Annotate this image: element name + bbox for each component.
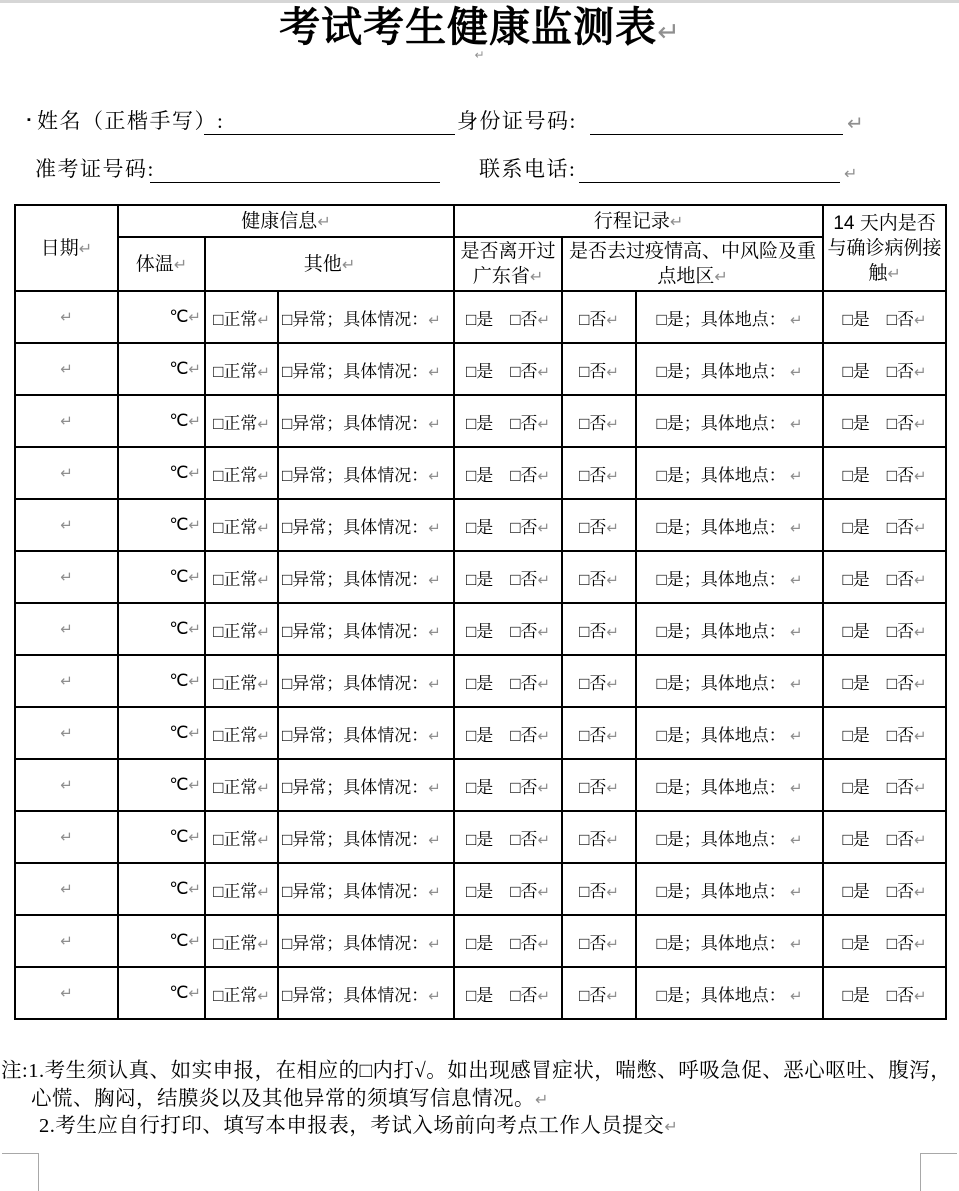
paragraph-mark-icon: ↵ [428, 518, 441, 537]
contact-14d-cell[interactable]: □是 □否↵ [823, 915, 946, 967]
risk-area-yes-cell[interactable]: □是；具体地点： ↵ [636, 447, 823, 499]
temperature-cell[interactable]: ℃↵ [118, 291, 205, 343]
table-row [15, 655, 946, 707]
paragraph-mark-icon: ↵ [914, 830, 927, 849]
header-other: 其他↵ [205, 237, 454, 291]
normal-checkbox-cell[interactable]: □正常↵ [205, 499, 278, 551]
paragraph-mark-icon: ↵ [188, 672, 201, 690]
paragraph-mark-icon: ↵ [188, 568, 201, 586]
paragraph-mark-icon: ↵ [714, 267, 728, 286]
paragraph-mark-icon: ↵ [537, 362, 551, 381]
header-left-guangdong: 是否离开过广东省↵ [454, 237, 562, 291]
paragraph-mark-icon: ↵ [669, 211, 684, 231]
abnormal-checkbox-cell[interactable]: □异常；具体情况：↵ [278, 915, 454, 967]
paragraph-mark-icon: ↵ [188, 880, 201, 898]
paragraph-mark-icon: ↵ [606, 830, 619, 849]
normal-checkbox-cell[interactable]: □正常↵ [205, 915, 278, 967]
abnormal-checkbox-cell[interactable]: □异常；具体情况：↵ [278, 343, 454, 395]
paragraph-mark-icon: ↵ [914, 362, 927, 381]
contact-14d-cell[interactable]: □是 □否↵ [823, 655, 946, 707]
paragraph-mark-icon: ↵ [914, 934, 927, 953]
paragraph-mark-icon: ↵ [188, 516, 201, 534]
paragraph-mark-icon: ↵ [60, 932, 73, 950]
paragraph-mark-icon: ↵ [914, 622, 927, 641]
form-line-ticket-phone [0, 154, 959, 186]
table-row [15, 343, 946, 395]
table-row [15, 447, 946, 499]
paragraph-mark-icon: ↵ [790, 362, 803, 381]
page-corner-mark-bottom-right [920, 1153, 957, 1191]
paragraph-mark-icon: ↵ [606, 622, 619, 641]
left-guangdong-cell[interactable]: □是 □否↵ [454, 655, 562, 707]
abnormal-checkbox-cell[interactable]: □异常；具体情况：↵ [278, 811, 454, 863]
paragraph-mark-icon: ↵ [790, 518, 803, 537]
form-line-name-id [0, 106, 959, 138]
paragraph-mark-icon: ↵ [257, 726, 270, 745]
paragraph-mark-icon: ↵ [790, 882, 803, 901]
left-guangdong-cell[interactable]: □是 □否↵ [454, 343, 562, 395]
date-cell[interactable] [15, 915, 118, 967]
paragraph-mark-icon: ↵ [341, 254, 356, 274]
note-2: 2.考生应自行打印、填写本申报表，考试入场前向考点工作人员提交↵ [39, 1115, 679, 1137]
contact-14d-cell[interactable]: □是 □否↵ [823, 863, 946, 915]
table-body [15, 291, 946, 1019]
normal-checkbox-cell[interactable]: □正常↵ [205, 655, 278, 707]
contact-14d-cell[interactable]: □是 □否↵ [823, 551, 946, 603]
paragraph-mark-icon: ↵ [790, 830, 803, 849]
risk-area-no-cell[interactable]: □否↵ [562, 395, 636, 447]
date-cell[interactable] [15, 343, 118, 395]
paragraph-mark-icon: ↵ [537, 934, 551, 953]
paragraph-mark-icon: ↵ [790, 570, 803, 589]
paragraph-mark-icon: ↵ [60, 308, 73, 326]
paragraph-mark-icon: ↵ [257, 414, 270, 433]
id-number-label: 身份证号码: [457, 109, 577, 133]
paragraph-mark-icon: ↵ [790, 726, 803, 745]
temperature-cell[interactable]: ℃↵ [118, 395, 205, 447]
temperature-cell[interactable]: ℃↵ [118, 863, 205, 915]
temperature-cell[interactable]: ℃↵ [118, 343, 205, 395]
table-row [15, 499, 946, 551]
paragraph-mark-icon: ↵ [188, 620, 201, 638]
paragraph-mark-icon: ↵ [60, 620, 73, 638]
paragraph-mark-icon: ↵ [914, 726, 927, 745]
left-guangdong-cell[interactable]: □是 □否↵ [454, 603, 562, 655]
left-guangdong-cell[interactable]: □是 □否↵ [454, 291, 562, 343]
paragraph-mark-icon: ↵ [790, 466, 803, 485]
paragraph-mark-icon: ↵ [60, 880, 73, 898]
empty-paragraph [0, 48, 959, 62]
paragraph-mark-icon: ↵ [914, 986, 927, 1005]
paragraph-mark-icon: ↵ [887, 263, 901, 283]
temperature-cell[interactable]: ℃↵ [118, 499, 205, 551]
paragraph-mark-icon: ↵ [606, 778, 619, 797]
date-cell[interactable] [15, 551, 118, 603]
paragraph-mark-icon: ↵ [790, 622, 803, 641]
name-label: 姓名（正楷手写）: [37, 109, 225, 133]
paragraph-mark-icon: ↵ [790, 674, 803, 693]
abnormal-checkbox-cell[interactable]: □异常；具体情况：↵ [278, 863, 454, 915]
paragraph-mark-icon: ↵ [914, 414, 927, 433]
paragraph-mark-icon: ↵ [537, 310, 551, 329]
risk-area-yes-cell[interactable]: □是；具体地点： ↵ [636, 551, 823, 603]
abnormal-checkbox-cell[interactable]: □异常；具体情况：↵ [278, 447, 454, 499]
abnormal-checkbox-cell[interactable]: □异常；具体情况：↵ [278, 759, 454, 811]
temperature-cell[interactable]: ℃↵ [118, 655, 205, 707]
paragraph-mark-icon: ↵ [257, 934, 270, 953]
paragraph-mark-icon: ↵ [188, 724, 201, 742]
paragraph-mark-icon: ↵ [537, 726, 551, 745]
paragraph-mark-icon: ↵ [428, 362, 441, 381]
abnormal-checkbox-cell[interactable]: □异常；具体情况：↵ [278, 707, 454, 759]
header-temperature: 体温↵ [118, 237, 205, 291]
paragraph-mark-icon: ↵ [606, 726, 619, 745]
paragraph-mark-icon: ↵ [537, 518, 551, 537]
contact-14d-cell[interactable]: □是 □否↵ [823, 967, 946, 1019]
paragraph-mark-icon: ↵ [537, 414, 551, 433]
contact-14d-cell[interactable]: □是 □否↵ [823, 707, 946, 759]
paragraph-mark-icon: ↵ [60, 516, 73, 534]
paragraph-mark-icon: ↵ [257, 622, 270, 641]
risk-area-no-cell[interactable]: □否↵ [562, 707, 636, 759]
contact-14d-cell[interactable]: □是 □否↵ [823, 811, 946, 863]
paragraph-mark-icon: ↵ [428, 622, 441, 641]
table-row [15, 395, 946, 447]
left-guangdong-cell[interactable]: □是 □否↵ [454, 811, 562, 863]
risk-area-yes-cell[interactable]: □是；具体地点： ↵ [636, 655, 823, 707]
abnormal-checkbox-cell[interactable]: □异常；具体情况：↵ [278, 499, 454, 551]
left-guangdong-cell[interactable]: □是 □否↵ [454, 915, 562, 967]
paragraph-mark-icon: ↵ [537, 674, 551, 693]
table-row [15, 551, 946, 603]
temperature-cell[interactable]: ℃↵ [118, 811, 205, 863]
risk-area-yes-cell[interactable]: □是；具体地点： ↵ [636, 395, 823, 447]
left-guangdong-cell[interactable]: □是 □否↵ [454, 967, 562, 1019]
abnormal-checkbox-cell[interactable]: □异常；具体情况：↵ [278, 395, 454, 447]
paragraph-mark-icon: ↵ [60, 984, 73, 1002]
paragraph-mark-icon: ↵ [537, 622, 551, 641]
abnormal-checkbox-cell[interactable]: □异常；具体情况：↵ [278, 603, 454, 655]
risk-area-yes-cell[interactable]: □是；具体地点： ↵ [636, 811, 823, 863]
paragraph-mark-icon: ↵ [257, 570, 270, 589]
paragraph-mark-icon: ↵ [790, 986, 803, 1005]
risk-area-yes-cell[interactable]: □是；具体地点： ↵ [636, 707, 823, 759]
paragraph-mark-icon: ↵ [60, 828, 73, 846]
table-row [15, 967, 946, 1019]
table-row [15, 863, 946, 915]
paragraph-mark-icon: ↵ [606, 570, 619, 589]
paragraph-mark-icon: ↵ [606, 518, 619, 537]
date-cell[interactable] [15, 447, 118, 499]
notes-section [1, 1058, 957, 1141]
temperature-cell[interactable]: ℃↵ [118, 447, 205, 499]
paragraph-mark-icon: ↵ [790, 778, 803, 797]
risk-area-no-cell[interactable]: □否↵ [562, 863, 636, 915]
header-date: 日期↵ [15, 205, 118, 291]
paragraph-mark-icon: ↵ [257, 310, 270, 329]
risk-area-yes-cell[interactable]: □是；具体地点： ↵ [636, 343, 823, 395]
paragraph-mark-icon: ↵ [790, 310, 803, 329]
paragraph-mark-icon: ↵ [606, 934, 619, 953]
contact-14d-cell[interactable]: □是 □否↵ [823, 499, 946, 551]
normal-checkbox-cell[interactable]: □正常↵ [205, 395, 278, 447]
temperature-cell[interactable]: ℃↵ [118, 759, 205, 811]
paragraph-mark-icon: ↵ [428, 674, 441, 693]
paragraph-mark-icon: ↵ [535, 1089, 549, 1109]
paragraph-mark-icon: ↵ [188, 932, 201, 950]
paragraph-mark-icon: ↵ [428, 830, 441, 849]
paragraph-mark-icon: ↵ [317, 211, 331, 231]
risk-area-no-cell[interactable]: □否↵ [562, 915, 636, 967]
risk-area-no-cell[interactable]: □否↵ [562, 655, 636, 707]
risk-area-yes-cell[interactable]: □是；具体地点： ↵ [636, 291, 823, 343]
square-bullet-icon: ▪ [27, 114, 31, 126]
paragraph-mark-icon: ↵ [537, 986, 551, 1005]
normal-checkbox-cell[interactable]: □正常↵ [205, 707, 278, 759]
paragraph-mark-icon: ↵ [914, 466, 927, 485]
paragraph-mark-icon: ↵ [657, 17, 680, 48]
paragraph-mark-icon: ↵ [537, 830, 551, 849]
paragraph-mark-icon: ↵ [257, 778, 270, 797]
risk-area-no-cell[interactable]: □否↵ [562, 967, 636, 1019]
paragraph-mark-icon: ↵ [914, 674, 927, 693]
risk-area-yes-cell[interactable]: □是；具体地点： ↵ [636, 759, 823, 811]
note-1: 注:1.考生须认真、如实申报，在相应的□内打√。如出现感冒症状，喘憋、呼吸急促、恶心呕吐、腹泻，心慌、胸闷，结膜炎以及其他异常的须填写信息情况。↵ [1, 1060, 952, 1110]
normal-checkbox-cell[interactable]: □正常↵ [205, 967, 278, 1019]
date-cell[interactable] [15, 655, 118, 707]
paragraph-mark-icon: ↵ [60, 360, 73, 378]
paragraph-mark-icon: ↵ [188, 464, 201, 482]
normal-checkbox-cell[interactable]: □正常↵ [205, 551, 278, 603]
left-guangdong-cell[interactable]: □是 □否↵ [454, 863, 562, 915]
risk-area-no-cell[interactable]: □否↵ [562, 447, 636, 499]
paragraph-mark-icon: ↵ [257, 362, 270, 381]
contact-14d-cell[interactable]: □是 □否↵ [823, 603, 946, 655]
name-blank[interactable] [204, 110, 455, 135]
ticket-number-blank[interactable] [150, 158, 440, 183]
paragraph-mark-icon: ↵ [606, 466, 619, 485]
paragraph-mark-icon: ↵ [606, 882, 619, 901]
abnormal-checkbox-cell[interactable]: □异常；具体情况：↵ [278, 967, 454, 1019]
paragraph-mark-icon: ↵ [188, 776, 201, 794]
paragraph-mark-icon: ↵ [188, 984, 201, 1002]
ticket-number-label: 准考证号码: [35, 157, 155, 181]
paragraph-mark-icon: ↵ [537, 882, 551, 901]
paragraph-mark-icon: ↵ [914, 518, 927, 537]
left-guangdong-cell[interactable]: □是 □否↵ [454, 551, 562, 603]
left-guangdong-cell[interactable]: □是 □否↵ [454, 707, 562, 759]
paragraph-mark-icon: ↵ [173, 254, 188, 274]
paragraph-mark-icon: ↵ [188, 412, 201, 430]
date-cell[interactable] [15, 499, 118, 551]
header-contact-14d: 14 天内是否与确诊病例接触↵ [823, 205, 946, 291]
paragraph-mark-icon: ↵ [606, 986, 619, 1005]
paragraph-mark-icon: ↵ [60, 776, 73, 794]
paragraph-mark-icon: ↵ [78, 238, 93, 258]
paragraph-mark-icon: ↵ [664, 1117, 679, 1136]
header-travel-record: 行程记录↵ [454, 205, 823, 237]
paragraph-mark-icon: ↵ [606, 414, 619, 433]
paragraph-mark-icon: ↵ [188, 308, 201, 326]
abnormal-checkbox-cell[interactable]: □异常；具体情况：↵ [278, 551, 454, 603]
table-row [15, 707, 946, 759]
contact-14d-cell[interactable]: □是 □否↵ [823, 343, 946, 395]
abnormal-checkbox-cell[interactable]: □异常；具体情况：↵ [278, 291, 454, 343]
header-risk-area: 是否去过疫情高、中风险及重点地区↵ [562, 237, 823, 291]
date-cell[interactable] [15, 603, 118, 655]
paragraph-mark-icon: ↵ [606, 674, 619, 693]
temperature-cell[interactable]: ℃↵ [118, 915, 205, 967]
temperature-cell[interactable]: ℃↵ [118, 603, 205, 655]
paragraph-mark-icon: ↵ [60, 568, 73, 586]
left-guangdong-cell[interactable]: □是 □否↵ [454, 759, 562, 811]
paragraph-mark-icon: ↵ [428, 570, 441, 589]
paragraph-mark-icon: ↵ [60, 464, 73, 482]
normal-checkbox-cell[interactable]: □正常↵ [205, 291, 278, 343]
date-cell[interactable] [15, 395, 118, 447]
risk-area-yes-cell[interactable]: □是；具体地点： ↵ [636, 863, 823, 915]
normal-checkbox-cell[interactable]: □正常↵ [205, 863, 278, 915]
temperature-cell[interactable]: ℃↵ [118, 967, 205, 1019]
paragraph-mark-icon: ↵ [428, 778, 441, 797]
header-health-info: 健康信息↵ [118, 205, 454, 237]
normal-checkbox-cell[interactable]: □正常↵ [205, 811, 278, 863]
paragraph-mark-icon: ↵ [257, 986, 270, 1005]
date-cell[interactable] [15, 863, 118, 915]
paragraph-mark-icon: ↵ [257, 466, 270, 485]
paragraph-mark-icon: ↵ [847, 111, 864, 135]
normal-checkbox-cell[interactable]: □正常↵ [205, 447, 278, 499]
date-cell[interactable] [15, 811, 118, 863]
table-row [15, 603, 946, 655]
date-cell[interactable] [15, 707, 118, 759]
left-guangdong-cell[interactable]: □是 □否↵ [454, 447, 562, 499]
date-cell[interactable] [15, 759, 118, 811]
paragraph-mark-icon: ↵ [606, 310, 619, 329]
paragraph-mark-icon: ↵ [606, 362, 619, 381]
health-monitor-table [14, 204, 947, 1020]
paragraph-mark-icon: ↵ [790, 414, 803, 433]
contact-14d-cell[interactable]: □是 □否↵ [823, 291, 946, 343]
paragraph-mark-icon: ↵ [257, 830, 270, 849]
paragraph-mark-icon: ↵ [428, 882, 441, 901]
risk-area-no-cell[interactable]: □否↵ [562, 343, 636, 395]
paragraph-mark-icon: ↵ [537, 778, 551, 797]
abnormal-checkbox-cell[interactable]: □异常；具体情况：↵ [278, 655, 454, 707]
paragraph-mark-icon: ↵ [60, 672, 73, 690]
paragraph-mark-icon: ↵ [428, 726, 441, 745]
paragraph-mark-icon: ↵ [428, 934, 441, 953]
paragraph-mark-icon: ↵ [60, 412, 73, 430]
paragraph-mark-icon: ↵ [257, 674, 270, 693]
page-corner-mark-bottom-left [2, 1153, 39, 1191]
paragraph-mark-icon: ↵ [914, 570, 927, 589]
risk-area-yes-cell[interactable]: □是；具体地点： ↵ [636, 499, 823, 551]
risk-area-yes-cell[interactable]: □是；具体地点： ↵ [636, 915, 823, 967]
paragraph-mark-icon: ↵ [60, 724, 73, 742]
paragraph-mark-icon: ↵ [257, 882, 270, 901]
risk-area-yes-cell[interactable]: □是；具体地点： ↵ [636, 967, 823, 1019]
risk-area-no-cell[interactable]: □否↵ [562, 291, 636, 343]
risk-area-no-cell[interactable]: □否↵ [562, 499, 636, 551]
table-row [15, 811, 946, 863]
paragraph-mark-icon: ↵ [428, 986, 441, 1005]
contact-14d-cell[interactable]: □是 □否↵ [823, 759, 946, 811]
temperature-cell[interactable]: ℃↵ [118, 707, 205, 759]
paragraph-mark-icon: ↵ [474, 48, 485, 62]
normal-checkbox-cell[interactable]: □正常↵ [205, 603, 278, 655]
risk-area-no-cell[interactable]: □否↵ [562, 759, 636, 811]
normal-checkbox-cell[interactable]: □正常↵ [205, 759, 278, 811]
normal-checkbox-cell[interactable]: □正常↵ [205, 343, 278, 395]
date-cell[interactable] [15, 291, 118, 343]
paragraph-mark-icon: ↵ [188, 360, 201, 378]
risk-area-no-cell[interactable]: □否↵ [562, 811, 636, 863]
table-row [15, 759, 946, 811]
table-row [15, 915, 946, 967]
contact-14d-cell[interactable]: □是 □否↵ [823, 395, 946, 447]
date-cell[interactable] [15, 967, 118, 1019]
paragraph-mark-icon: ↵ [537, 466, 551, 485]
contact-14d-cell[interactable]: □是 □否↵ [823, 447, 946, 499]
phone-blank[interactable] [579, 158, 840, 183]
paragraph-mark-icon: ↵ [914, 310, 927, 329]
paragraph-mark-icon: ↵ [537, 570, 551, 589]
paragraph-mark-icon: ↵ [844, 164, 858, 183]
page-title-text: 考试考生健康监测表 [279, 4, 658, 50]
id-number-blank[interactable] [590, 110, 843, 135]
paragraph-mark-icon: ↵ [914, 778, 927, 797]
paragraph-mark-icon: ↵ [257, 518, 270, 537]
paragraph-mark-icon: ↵ [188, 828, 201, 846]
paragraph-mark-icon: ↵ [914, 882, 927, 901]
paragraph-mark-icon: ↵ [529, 267, 544, 286]
risk-area-no-cell[interactable]: □否↵ [562, 551, 636, 603]
paragraph-mark-icon: ↵ [428, 310, 441, 329]
left-guangdong-cell[interactable]: □是 □否↵ [454, 499, 562, 551]
risk-area-yes-cell[interactable]: □是；具体地点： ↵ [636, 603, 823, 655]
table-row [15, 291, 946, 343]
paragraph-mark-icon: ↵ [428, 466, 441, 485]
risk-area-no-cell[interactable]: □否↵ [562, 603, 636, 655]
temperature-cell[interactable]: ℃↵ [118, 551, 205, 603]
phone-label: 联系电话: [479, 157, 577, 181]
paragraph-mark-icon: ↵ [428, 414, 441, 433]
left-guangdong-cell[interactable]: □是 □否↵ [454, 395, 562, 447]
paragraph-mark-icon: ↵ [790, 934, 803, 953]
note-prefix: 注: [1, 1060, 29, 1082]
